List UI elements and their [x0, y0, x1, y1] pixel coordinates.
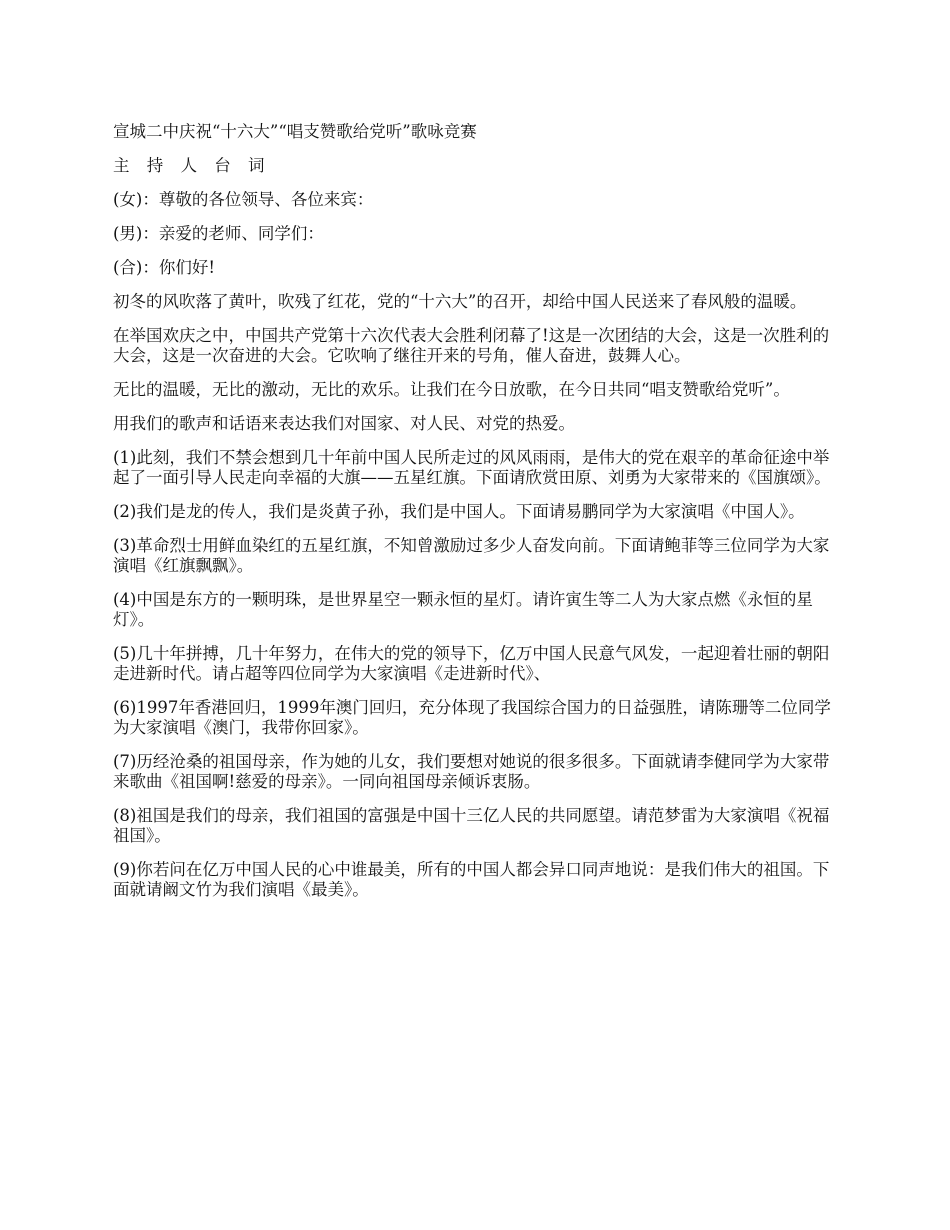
document-body	[113, 122, 840, 914]
paragraph-greeting-female: (女)：尊敬的各位领导、各位来宾：	[113, 190, 374, 209]
paragraph-item-2: (2)我们是龙的传人，我们是炎黄子孙，我们是中国人。下面请易鹏同学为大家演唱《中国人》。	[113, 502, 805, 521]
paragraph-item-3: (3)革命烈士用鲜血染红的五星红旗，不知曾激励过多少人奋发向前。下面请鲍菲等三位同学为大家演唱《红旗飘飘》。	[113, 536, 830, 575]
paragraph-item-5: (5)几十年拼搏，几十年努力，在伟大的党的领导下，亿万中国人民意气风发，一起迎着壮丽的朝阳走进新时代。请占超等四位同学为大家演唱《走进新时代》、	[113, 644, 830, 683]
paragraph-intro-3: 无比的温暖，无比的激动，无比的欢乐。让我们在今日放歌，在今日共同“唱支赞歌给党听”。	[113, 380, 790, 399]
paragraph-item-6: (6)1997年香港回归，1999年澳门回归，充分体现了我国综合国力的日益强胜，请陈珊等二位同学为大家演唱《澳门，我带你回家》。	[113, 698, 831, 737]
paragraph-item-7: (7)历经沧桑的祖国母亲，作为她的儿女，我们要想对她说的很多很多。下面就请李健同学为大家带来歌曲《祖国啊!慈爱的母亲》。一同向祖国母亲倾诉衷肠。	[113, 752, 830, 791]
paragraph-greeting-male: (男)：亲爱的老师、同学们：	[113, 224, 324, 243]
paragraph-intro-1: 初冬的风吹落了黄叶，吹残了红花，党的“十六大”的召开，却给中国人民送来了春风般的温暖。	[113, 292, 807, 311]
paragraph-intro-4: 用我们的歌声和话语来表达我们对国家、对人民、对党的热爱。	[113, 414, 575, 433]
paragraph-item-8: (8)祖国是我们的母亲，我们祖国的富强是中国十三亿人民的共同愿望。请范梦雷为大家演唱《祝福祖国》。	[113, 806, 830, 845]
paragraph-greeting-together: (合)：你们好!	[113, 258, 216, 277]
paragraph-item-1: (1)此刻，我们不禁会想到几十年前中国人民所走过的风风雨雨，是伟大的党在艰辛的革命征途中举起了一面引导人民走向幸福的大旗——五星红旗。下面请欣赏田原、刘勇为大家带来的《国旗颂》。	[113, 448, 831, 487]
paragraph-item-4: (4)中国是东方的一颗明珠，是世界星空一颗永恒的星灯。请许寅生等二人为大家点燃《永恒的星灯》。	[113, 590, 813, 629]
document-title: 宣城二中庆祝“十六大”“唱支赞歌给党听”歌咏竞赛	[113, 122, 477, 141]
paragraph-intro-2: 在举国欢庆之中，中国共产党第十六次代表大会胜利闭幕了!这是一次团结的大会，这是一次胜利的大会，这是一次奋进的大会。它吹响了继往开来的号角，催人奋进，鼓舞人心。	[113, 326, 830, 365]
document-subtitle: 主 持 人 台 词	[113, 156, 271, 175]
paragraph-item-9: (9)你若问在亿万中国人民的心中谁最美，所有的中国人都会异口同声地说：是我们伟大的祖国。下面就请阚文竹为我们演唱《最美》。	[113, 860, 830, 899]
